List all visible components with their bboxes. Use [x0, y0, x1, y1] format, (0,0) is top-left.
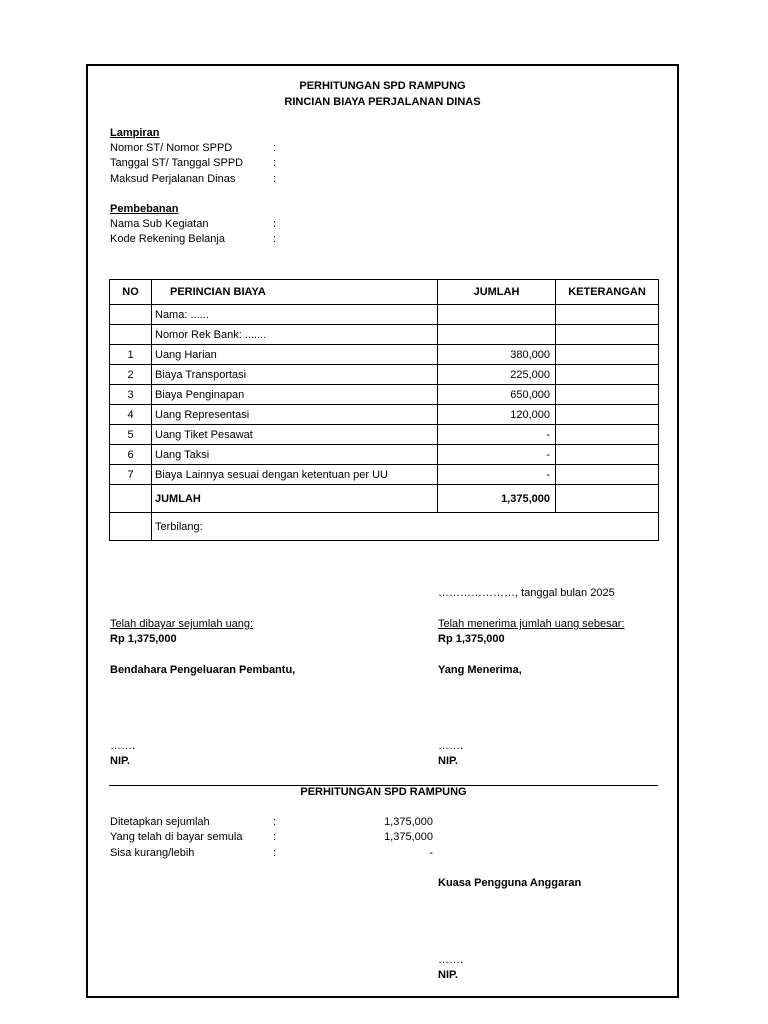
- place-date: …………………, tanggal bulan 2025: [438, 587, 615, 599]
- row-item: Uang Harian: [152, 345, 438, 365]
- rampung-label-ditetapkan: Ditetapkan sejumlah: [110, 816, 210, 828]
- paid-amount: Rp 1,375,000: [110, 633, 177, 645]
- penerima-role: Yang Menerima,: [438, 664, 522, 676]
- header-keterangan: KETERANGAN: [556, 280, 659, 305]
- row-item: Uang Tiket Pesawat: [152, 425, 438, 445]
- total-label: JUMLAH: [152, 485, 438, 513]
- pembebanan-heading: Pembebanan: [110, 203, 179, 215]
- rincian-biaya-table: [109, 279, 659, 541]
- received-label: Telah menerima jumlah uang sebesar:: [438, 618, 625, 630]
- table-header-row: [110, 280, 659, 305]
- penerima-nip: NIP.: [438, 755, 458, 767]
- header-no: NO: [110, 280, 152, 305]
- lampiran-heading: Lampiran: [110, 127, 160, 139]
- row-no: 4: [110, 405, 152, 425]
- lampiran-label-nomor: Nomor ST/ Nomor SPPD: [110, 142, 233, 154]
- lampiran-sep-maksud: :: [273, 173, 277, 185]
- row-amount: -: [438, 445, 556, 465]
- table-row: [110, 445, 659, 465]
- table-row: [110, 325, 659, 345]
- table-total-row: [110, 485, 659, 513]
- row-no: 5: [110, 425, 152, 445]
- row-item: Uang Representasi: [152, 405, 438, 425]
- kpa-nip: NIP.: [438, 969, 458, 981]
- row-item: Uang Taksi: [152, 445, 438, 465]
- pembebanan-label-rekening: Kode Rekening Belanja: [110, 233, 225, 245]
- row-amount: -: [438, 465, 556, 485]
- pembebanan-sep-subkegiatan: :: [273, 218, 277, 230]
- rampung-value-dibayar: 1,375,000: [384, 831, 433, 843]
- received-amount: Rp 1,375,000: [438, 633, 505, 645]
- table-terbilang-row: [110, 513, 659, 541]
- row-no: 2: [110, 365, 152, 385]
- lampiran-sep-tanggal: :: [273, 157, 277, 169]
- rampung-sep-dibayar: :: [273, 831, 277, 843]
- row-amount: 650,000: [438, 385, 556, 405]
- bendahara-nip: NIP.: [110, 755, 130, 767]
- bendahara-role: Bendahara Pengeluaran Pembantu,: [110, 664, 296, 676]
- row-no: 6: [110, 445, 152, 465]
- row-amount: 225,000: [438, 365, 556, 385]
- row-item: Biaya Penginapan: [152, 385, 438, 405]
- table-row: [110, 465, 659, 485]
- total-amount: 1,375,000: [438, 485, 556, 513]
- row-amount: 120,000: [438, 405, 556, 425]
- rampung-value-ditetapkan: 1,375,000: [384, 816, 433, 828]
- document-title: PERHITUNGAN SPD RAMPUNG: [299, 80, 466, 92]
- table-row: [110, 425, 659, 445]
- kpa-name: …….: [438, 954, 464, 966]
- bendahara-name: …….: [110, 740, 136, 752]
- row-no: 3: [110, 385, 152, 405]
- row-amount: -: [438, 425, 556, 445]
- paid-label: Telah dibayar sejumlah uang:: [110, 618, 254, 630]
- table-row: [110, 305, 659, 325]
- terbilang-label: Terbilang:: [152, 513, 659, 541]
- lampiran-label-tanggal: Tanggal ST/ Tanggal SPPD: [110, 157, 244, 169]
- row-amount: 380,000: [438, 345, 556, 365]
- kpa-role: Kuasa Pengguna Anggaran: [438, 877, 582, 889]
- header-perincian: PERINCIAN BIAYA: [152, 280, 438, 305]
- row-nama: Nama: ......: [152, 305, 438, 325]
- row-item: Biaya Transportasi: [152, 365, 438, 385]
- rampung-value-sisa: -: [429, 847, 433, 859]
- table-row: [110, 345, 659, 365]
- penerima-name: …….: [438, 740, 464, 752]
- lampiran-label-maksud: Maksud Perjalanan Dinas: [110, 173, 236, 185]
- rampung-title: PERHITUNGAN SPD RAMPUNG: [300, 786, 467, 798]
- row-item: Biaya Lainnya sesuai dengan ketentuan per UU: [152, 465, 438, 485]
- rampung-sep-ditetapkan: :: [273, 816, 277, 828]
- document-subtitle: RINCIAN BIAYA PERJALANAN DINAS: [284, 96, 481, 108]
- rampung-label-sisa: Sisa kurang/lebih: [110, 847, 195, 859]
- rampung-label-dibayar: Yang telah di bayar semula: [110, 831, 243, 843]
- pembebanan-sep-rekening: :: [273, 233, 277, 245]
- row-no: 1: [110, 345, 152, 365]
- table-row: [110, 365, 659, 385]
- header-jumlah: JUMLAH: [438, 280, 556, 305]
- rampung-sep-sisa: :: [273, 847, 277, 859]
- row-no: 7: [110, 465, 152, 485]
- row-rek-bank: Nomor Rek Bank: .......: [152, 325, 438, 345]
- table-row: [110, 405, 659, 425]
- pembebanan-label-subkegiatan: Nama Sub Kegiatan: [110, 218, 209, 230]
- table-row: [110, 385, 659, 405]
- lampiran-sep-nomor: :: [273, 142, 277, 154]
